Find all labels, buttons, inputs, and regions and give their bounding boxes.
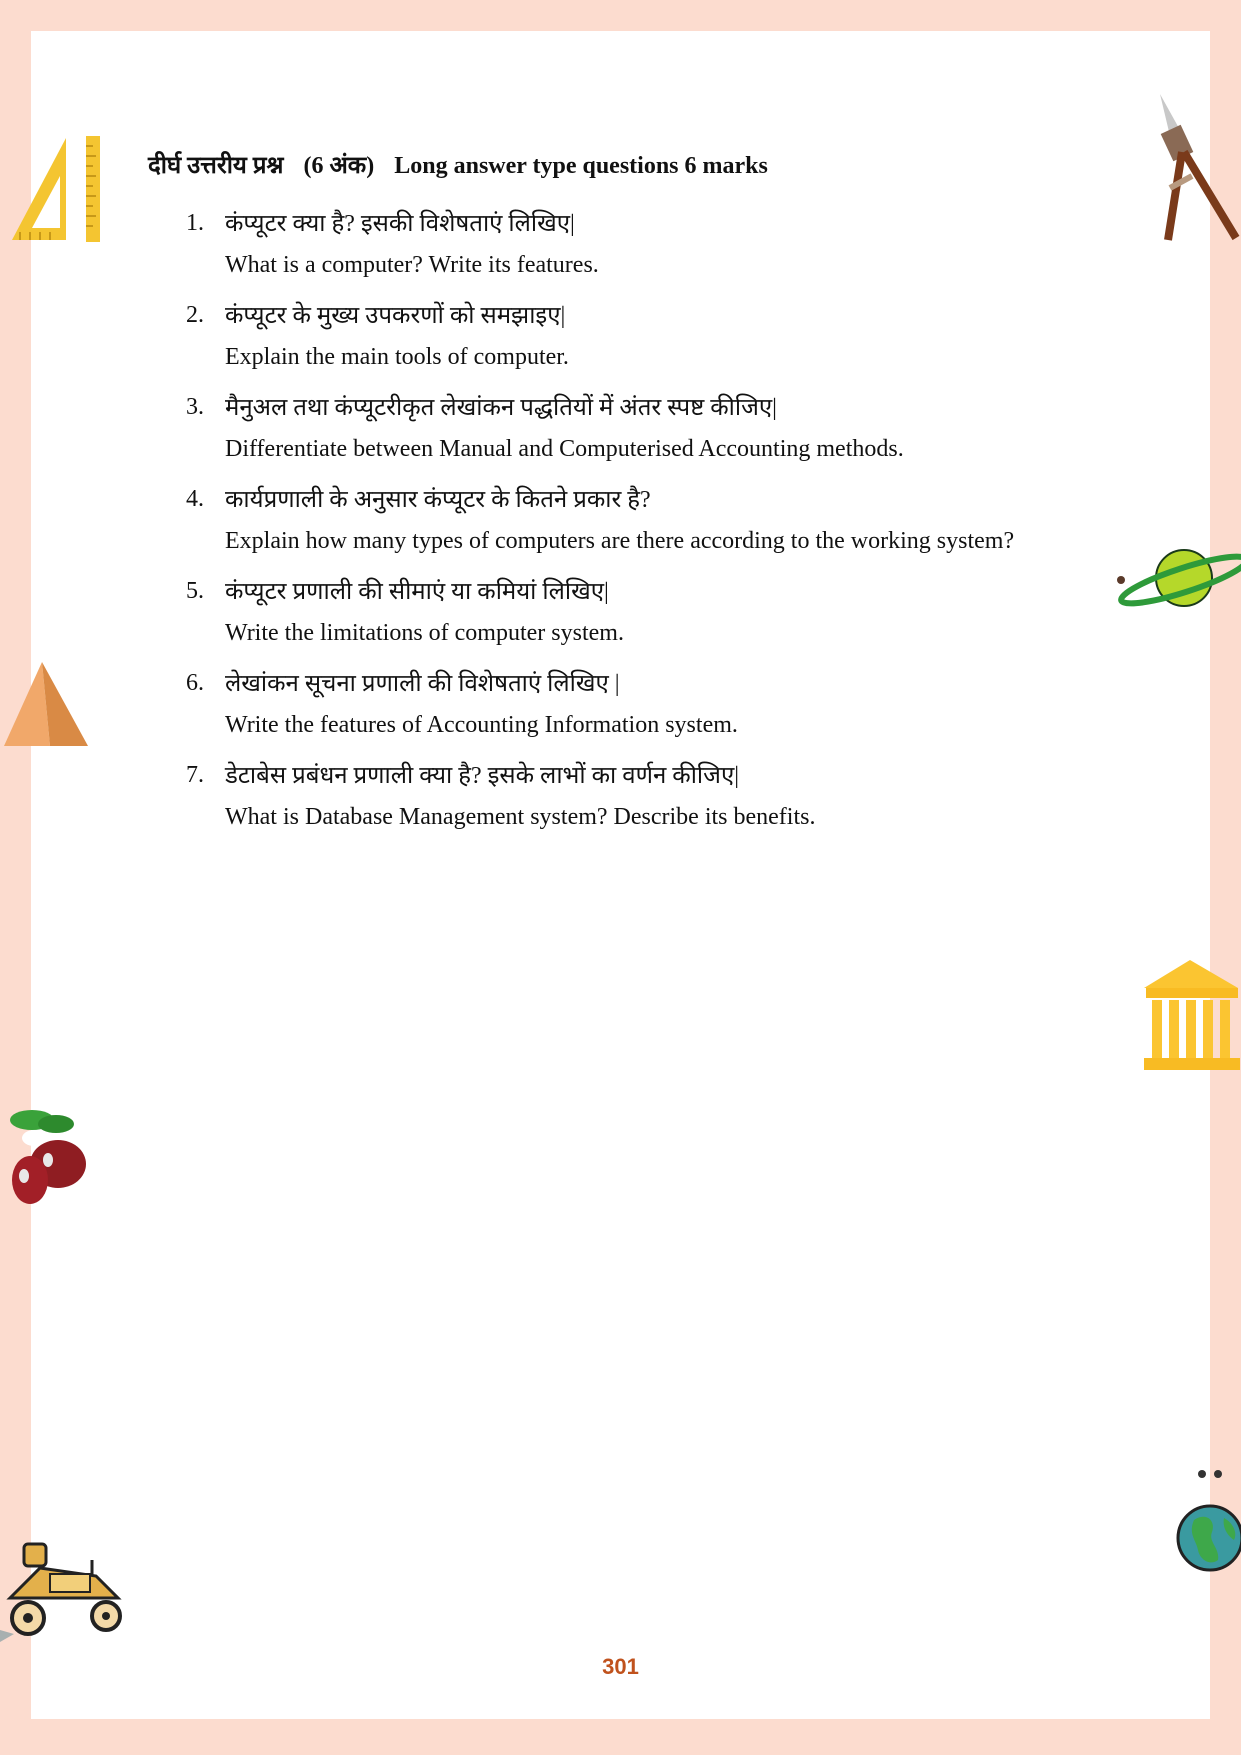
vintage-car-icon — [0, 1538, 130, 1642]
earth-globe-icon — [1172, 1468, 1241, 1574]
pyramid-icon — [2, 660, 90, 748]
question-number: 1. — [186, 210, 204, 236]
heading-english: Long answer type questions 6 marks — [394, 153, 768, 179]
heading-marks: (6 अंक) — [303, 153, 375, 179]
question-english: Explain how many types of computers are there according to the working system? — [225, 528, 1015, 554]
saturn-planet-icon — [1114, 540, 1241, 616]
question-hindi: कंप्यूटर क्या है? इसकी विशेषताएं लिखिए| — [225, 211, 575, 237]
question-number: 7. — [186, 762, 204, 788]
question-hindi: डेटाबेस प्रबंधन प्रणाली क्या है? इसके लाभों का वर्णन कीजिए| — [225, 763, 740, 789]
question-hindi: कंप्यूटर के मुख्य उपकरणों को समझाइए| — [225, 303, 566, 329]
section-heading — [148, 148, 782, 181]
question-item — [186, 206, 1086, 280]
question-item — [186, 666, 1086, 740]
question-english: Differentiate between Manual and Computerised Accounting methods. — [225, 436, 904, 462]
cherries-icon — [6, 1104, 90, 1210]
heading-hindi: दीर्घ उत्तरीय प्रश्न — [148, 153, 284, 179]
question-number: 3. — [186, 394, 204, 420]
question-number: 6. — [186, 670, 204, 696]
question-number: 5. — [186, 578, 204, 604]
compass-icon — [1152, 92, 1241, 244]
question-item — [186, 482, 1086, 556]
question-hindi: लेखांकन सूचना प्रणाली की विशेषताएं लिखिए | — [225, 671, 620, 697]
question-hindi: कार्यप्रणाली के अनुसार कंप्यूटर के कितने प्रकार है? — [225, 487, 651, 513]
question-english: Write the features of Accounting Information system. — [225, 712, 738, 738]
temple-pillar-icon — [1142, 958, 1241, 1072]
question-list — [186, 206, 1086, 850]
question-english: What is a computer? Write its features. — [225, 252, 599, 278]
question-item — [186, 574, 1086, 648]
question-number: 4. — [186, 486, 204, 512]
question-english: Explain the main tools of computer. — [225, 344, 569, 370]
ruler-triangle-icon — [6, 132, 106, 244]
question-english: What is Database Management system? Describe its benefits. — [225, 804, 816, 830]
question-hindi: मैनुअल तथा कंप्यूटरीकृत लेखांकन पद्धतियों में अंतर स्पष्ट कीजिए| — [225, 395, 777, 421]
question-number: 2. — [186, 302, 204, 328]
question-item — [186, 298, 1086, 372]
page-number: 301 — [602, 1654, 639, 1679]
question-english: Write the limitations of computer system. — [225, 620, 624, 646]
question-item — [186, 390, 1086, 464]
question-hindi: कंप्यूटर प्रणाली की सीमाएं या कमियां लिखिए| — [225, 579, 609, 605]
question-item — [186, 758, 1086, 832]
